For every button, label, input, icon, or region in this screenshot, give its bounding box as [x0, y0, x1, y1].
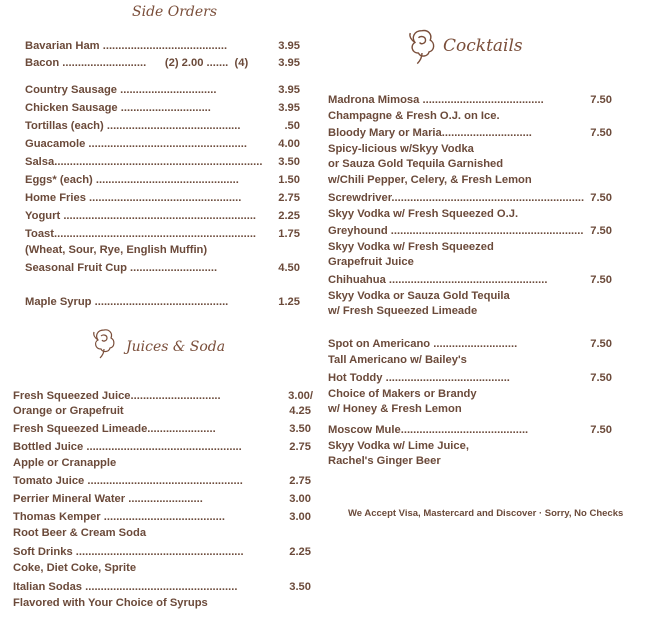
menu-item-name: Salsa...................................................................: [25, 156, 263, 168]
menu-item-desc: Apple or Cranapple: [13, 457, 117, 469]
menu-item-name: Bacon ........................... (2) 2.00 ....... (4): [25, 57, 249, 69]
menu-item-price: 2.75: [289, 441, 311, 453]
menu-item-price: 3.95: [278, 102, 300, 114]
menu-item-name: Eggs* (each) ..............................................: [25, 174, 239, 186]
menu-item-desc: w/Chili Pepper, Celery, & Fresh Lemon: [328, 174, 532, 186]
menu-item-price: 2.75: [278, 192, 300, 204]
cocktails-title: Cocktails: [443, 36, 523, 56]
menu-item-price: 3.95: [278, 84, 300, 96]
menu-item-name: Perrier Mineral Water ........................: [13, 493, 203, 505]
menu-item-price: 3.95: [278, 40, 300, 52]
menu-item-desc: Choice of Makers or Brandy: [328, 388, 477, 400]
menu-item-name: Italian Sodas .................................................: [13, 581, 238, 593]
menu-item-price: 3.00: [289, 511, 311, 523]
menu-item-name: Thomas Kemper .......................................: [13, 511, 225, 523]
menu-item-name: Bavarian Ham ........................................: [25, 40, 228, 52]
menu-item-price: 1.75: [278, 228, 300, 240]
menu-item-name: Tortillas (each) ...........................................: [25, 120, 241, 132]
rose-icon: [404, 26, 440, 66]
menu-item-name: Greyhound ..............................................................: [328, 225, 584, 237]
menu-item-price: 7.50: [590, 338, 612, 350]
menu-item-price: 7.50: [590, 192, 612, 204]
menu-item-price: 2.25: [289, 546, 311, 558]
menu-item-name: Tomato Juice ..................................................: [13, 475, 243, 487]
menu-item-name: Chihuahua ...................................................: [328, 274, 548, 286]
menu-item-name: Fresh Squeezed Limeade......................: [13, 423, 216, 435]
menu-item-desc: Skyy Vodka w/ Fresh Squeezed: [328, 241, 494, 253]
menu-item-name: Fresh Squeezed Juice.............................: [13, 390, 221, 402]
menu-item-desc: Champagne & Fresh O.J. on Ice.: [328, 110, 500, 122]
menu-item-price: 1.50: [278, 174, 300, 186]
menu-item-desc: Root Beer & Cream Soda: [13, 527, 147, 539]
menu-item-price: 4.25: [289, 405, 311, 417]
menu-item-price: 3.50: [278, 156, 300, 168]
menu-item-name: Home Fries .................................................: [25, 192, 242, 204]
menu-item-name: Bottled Juice ..................................................: [13, 441, 242, 453]
menu-item-desc: w/ Honey & Fresh Lemon: [328, 403, 462, 415]
menu-item-desc: Skyy Vodka w/ Fresh Squeezed O.J.: [328, 208, 519, 220]
juices-soda-title: Juices & Soda: [126, 339, 226, 355]
menu-item-price: 2.25: [278, 210, 300, 222]
menu-item-desc: Tall Americano w/ Bailey's: [328, 354, 467, 366]
menu-item-desc: Spicy-licious w/Skyy Vodka: [328, 143, 474, 155]
menu-item-price: 2.75: [289, 475, 311, 487]
menu-item-desc: Flavored with Your Choice of Syrups: [13, 597, 208, 609]
menu-item-desc: Skyy Vodka or Sauza Gold Tequila: [328, 290, 510, 302]
menu-item-price: 3.95: [278, 57, 300, 69]
menu-item-desc: Skyy Vodka w/ Lime Juice,: [328, 440, 469, 452]
menu-item-desc: Coke, Diet Coke, Sprite: [13, 562, 137, 574]
menu-item-desc: or Sauza Gold Tequila Garnished: [328, 158, 504, 170]
menu-item-price: 3.00/: [288, 390, 313, 402]
menu-item-name: Hot Toddy ........................................: [328, 372, 510, 384]
menu-item-name: Madrona Mimosa .......................................: [328, 94, 544, 106]
menu-item-price: 3.00: [289, 493, 311, 505]
menu-item-name: Moscow Mule.........................................: [328, 424, 529, 436]
rose-icon: [89, 326, 119, 360]
menu-item-price: 7.50: [590, 127, 612, 139]
menu-item-price: .50: [284, 120, 300, 132]
menu-item-desc: Rachel's Ginger Beer: [328, 455, 441, 467]
menu-item-name: Yogurt ..............................................................: [25, 210, 257, 222]
menu-item-price: 7.50: [590, 274, 612, 286]
menu-item-name: Soft Drinks ......................................................: [13, 546, 244, 558]
menu-item-desc: (Wheat, Sour, Rye, English Muffin): [25, 244, 208, 256]
menu-item-desc: w/ Fresh Squeezed Limeade: [328, 305, 478, 317]
menu-item-name: Toast.................................................................: [25, 228, 257, 240]
menu-item-desc: Orange or Grapefruit: [13, 405, 124, 417]
menu-item-price: 1.25: [278, 296, 300, 308]
menu-item-name: Seasonal Fruit Cup ............................: [25, 262, 218, 274]
side-orders-title: Side Orders: [132, 4, 218, 20]
menu-item-name: Guacamole ...................................................: [25, 138, 247, 150]
menu-item-desc: Grapefruit Juice: [328, 256, 414, 268]
menu-item-name: Chicken Sausage .............................: [25, 102, 211, 114]
menu-item-name: Spot on Americano ...........................: [328, 338, 518, 350]
menu-item-price: 3.50: [289, 581, 311, 593]
menu-item-price: 7.50: [590, 372, 612, 384]
menu-item-price: 3.50: [289, 423, 311, 435]
menu-item-price: 4.50: [278, 262, 300, 274]
payment-note: We Accept Visa, Mastercard and Discover · Sorry, No Checks: [348, 508, 624, 519]
menu-item-name: Country Sausage ...............................: [25, 84, 217, 96]
menu-item-price: 7.50: [590, 424, 612, 436]
menu-item-price: 7.50: [590, 225, 612, 237]
menu-item-price: 7.50: [590, 94, 612, 106]
menu-item-name: Maple Syrup ...........................................: [25, 296, 229, 308]
menu-item-price: 4.00: [278, 138, 300, 150]
menu-item-name: Screwdriver..............................................................: [328, 192, 585, 204]
menu-item-name: Bloody Mary or Maria.............................: [328, 127, 532, 139]
